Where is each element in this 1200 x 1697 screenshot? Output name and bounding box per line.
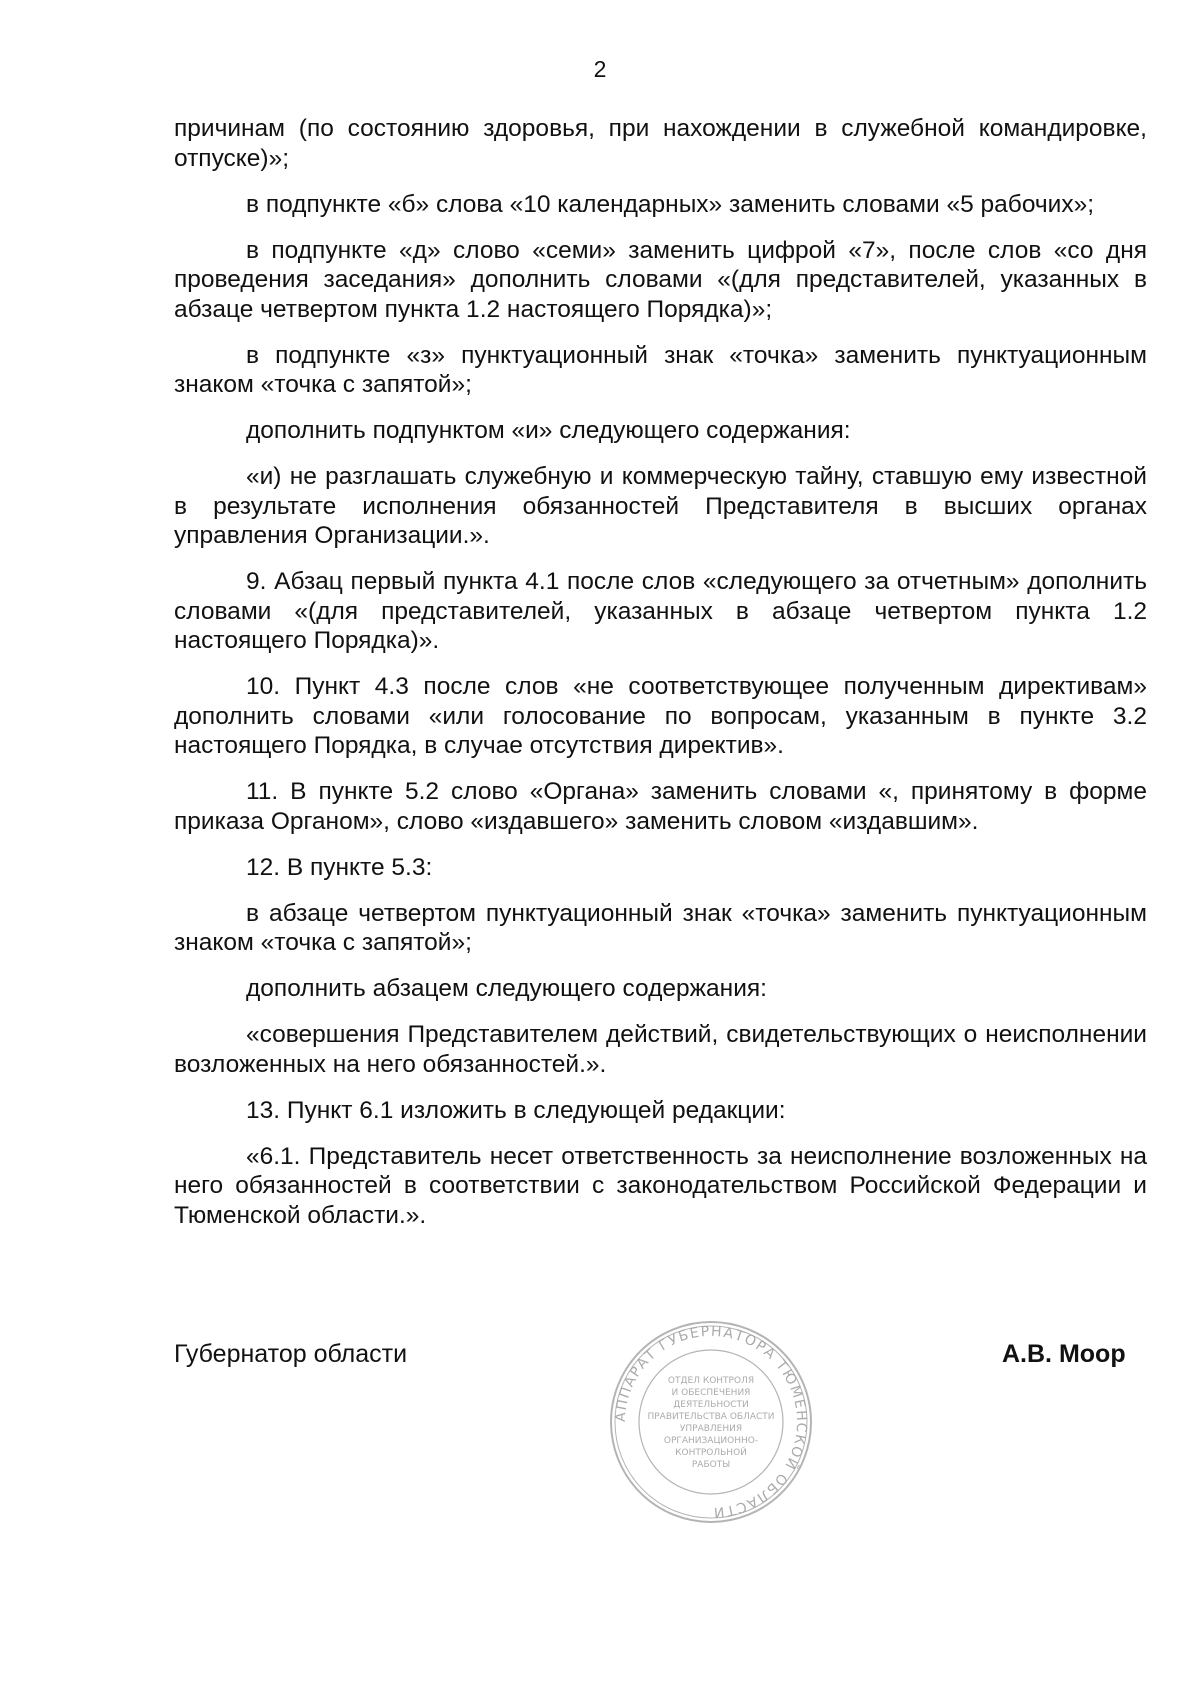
paragraph: в подпункте «д» слово «семи» заменить цифрой «7», после слов «со дня проведения заседания» дополнить словами «(для представителей, указанных в абзаце четвертом пункта 1.2 настоящего Порядка)»; (174, 236, 1147, 323)
paragraph: в подпункте «з» пунктуационный знак «точка» заменить пунктуационным знаком «точка с запятой»; (174, 341, 1147, 398)
page-number: 2 (593, 56, 607, 82)
paragraph: дополнить подпунктом «и» следующего содержания: (246, 417, 851, 444)
paragraph: 10. Пункт 4.3 после слов «не соответствующее полученным директивам» дополнить словами «или голосование по вопросам, указанным в пункте 3.2 настоящего Порядка, в случае отсутствия директив». (174, 673, 1147, 759)
paragraph: 11. В пункте 5.2 слово «Органа» заменить словами «, принятому в форме приказа Органом», слово «издавшего» заменить словом «издавшим». (174, 778, 1147, 835)
stamp-line: КОНТРОЛЬНОЙ (675, 1448, 747, 1458)
paragraph: 12. В пункте 5.3: (246, 853, 433, 881)
stamp-outer-text: АППАРАТ ГУБЕРНАТОРА ТЮМЕНСКОЙ ОБЛАСТИ (612, 1323, 810, 1521)
paragraph: 9. Абзац первый пункта 4.1 после слов «следующего за отчетным» дополнить словами «(для представителей, указанных в абзаце четвертом пункта 1.2 настоящего Порядка)». (174, 568, 1147, 654)
paragraph: в абзаце четвертом пунктуационный знак «точка» заменить пунктуационным знаком «точка с запятой»; (174, 899, 1147, 956)
signatory-name: А.В. Моор (1002, 1340, 1126, 1368)
stamp-line: И ОБЕСПЕЧЕНИЯ (671, 1388, 751, 1398)
stamp-line: ПРАВИТЕЛЬСТВА ОБЛАСТИ (647, 1412, 775, 1422)
stamp-line: ОТДЕЛ КОНТРОЛЯ (667, 1376, 755, 1386)
paragraph: дополнить абзацем следующего содержания: (246, 975, 767, 1002)
paragraph: в подпункте «б» слова «10 календарных» заменить словами «5 рабочих»; (246, 190, 1095, 218)
stamp-line: ДЕЯТЕЛЬНОСТИ (673, 1400, 749, 1410)
stamp-line: ОРГАНИЗАЦИОННО- (663, 1436, 759, 1446)
paragraph: 13. Пункт 6.1 изложить в следующей редакции: (246, 1096, 786, 1124)
document-body (174, 114, 1147, 1247)
signatory-position: Губернатор области (174, 1340, 408, 1368)
stamp-line: РАБОТЫ (691, 1460, 731, 1470)
stamp-line: УПРАВЛЕНИЯ (679, 1424, 743, 1434)
paragraph: «и) не разглашать служебную и коммерческую тайну, ставшую ему известной в результате исполнения обязанностей Представителя в высших органах управления Организации.». (174, 463, 1147, 549)
official-stamp (606, 1317, 816, 1527)
paragraph: причинам (по состоянию здоровья, при нахождении в служебной командировке, отпуске)»; (174, 115, 1147, 172)
paragraph: «совершения Представителем действий, свидетельствующих о неисполнении возложенных на него обязанностей.». (174, 1021, 1147, 1078)
paragraph: «6.1. Представитель несет ответственность за неисполнение возложенных на него обязанностей в соответствии с законодательством Российской Федерации и Тюменской области.». (174, 1142, 1147, 1229)
